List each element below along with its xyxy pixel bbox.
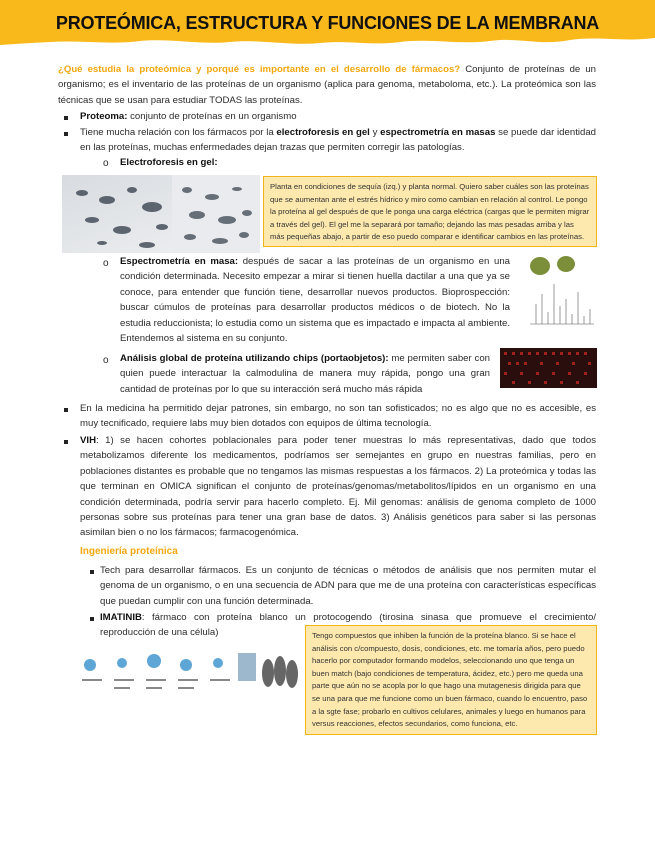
relation-text-1: Tiene mucha relación con los fármacos por la bbox=[80, 127, 277, 138]
espectrometria-heading: Espectrometría en masa: bbox=[120, 256, 239, 267]
relation-text-2: y bbox=[369, 127, 381, 138]
chips-text: me permiten saber con quien puede interactuar la calmodulina de manera muy rápida, pongo una gran cantidad de proteínas por lo que su interacción será mucho más rápida bbox=[120, 353, 490, 395]
circle-marker: o bbox=[103, 355, 109, 366]
electroforesis-subitem bbox=[120, 155, 420, 170]
bullet-marker bbox=[64, 440, 68, 444]
proteoma-bullet bbox=[80, 109, 590, 124]
tech-bullet: Tech para desarrollar fármacos. Es un conjunto de técnicas o métodos de análisis que nos permiten mutar el genoma de un organismo, o en una secuencia de ADN para que me de una proteína con características específicas que puedan cumplir con una función determinada. bbox=[100, 565, 596, 607]
chips-heading: Análisis global de proteína utilizando chips (portaobjetos): bbox=[120, 353, 389, 364]
bullet-marker bbox=[90, 570, 94, 574]
circle-marker: o bbox=[103, 158, 109, 169]
espectrometria-text: después de sacar a las proteínas de un organismo en una condición determinada. Necesito empezar a mirar si tienen huella dactilar a una que ya se conoce, para entender que función tiene, desarrollar nuevos productos. Bioprospección: buscar cúmulos de proteínas para desarrollar productos médicos o de biotech. No la estudia reduccionista; lo estudia como un sistema que es impactado e impacta al ambiente. Entendemos al sistema en su conjunto. bbox=[120, 256, 511, 345]
imatinib-text: : fármaco con proteína blanco un protocogendo (tirosina sinasa que promueve el crecimiento/ reproducción de una célula) bbox=[100, 612, 596, 639]
vih-term: VIH bbox=[80, 435, 96, 446]
proteoma-text: conjunto de proteínas en un organismo bbox=[127, 111, 297, 122]
relation-bullet bbox=[80, 125, 596, 156]
relation-text-3: se puede dar identidad en las proteínas, muchas enfermedades dejan trazas que permiten corregir las patologías. bbox=[80, 127, 596, 154]
electroforesis-heading: Electroforesis en gel: bbox=[120, 157, 218, 168]
vih-bullet bbox=[80, 433, 596, 541]
chips-subitem bbox=[120, 351, 490, 397]
title-banner bbox=[0, 0, 655, 50]
gel-image-right bbox=[172, 175, 260, 253]
bullet-marker bbox=[64, 132, 68, 136]
circle-marker: o bbox=[103, 258, 109, 269]
vih-text: : 1) se hacen cohortes poblacionales para poder tener muestras lo más representativas, dado que todos metabolizamos diferente los medicamentos, podríamos ser semejantes en grupo en nuestras familias, pero en poblaciones distantes es probable que no tengamos las mismas respuestas a los fármacos. 2) La proteómica y todas las que terminan en OMICA significan el conjunto de proteínas/genomas/metabolitos/lípidos en un organismo en una condición determinada, podría servir para hacerlo completo. Ej. Mil genomas: análisis de genoma completo de 1000 personas sobre sus proteínas para tener una gran base de datos. 3) Análisis genéticos para saber si las personas asimilan bien o no los fármacos; farmacogenómica. bbox=[80, 435, 596, 539]
espectrometria-term: espectrometría en masas bbox=[380, 127, 496, 138]
medicina-bullet: En la medicina ha permitido dejar patrones, sin embargo, no son tan sofisticados; no es algo que no es accesible, es muy tecnificado, requiere labs muy bien dotados con equipos de última tecnología. bbox=[80, 403, 596, 430]
protein-chip-image bbox=[500, 348, 597, 388]
ingenieria-heading: Ingeniería proteínica bbox=[80, 546, 178, 557]
intro-text: Conjunto de proteínas de un organismo; es el inventario de las proteínas de un organismo (aplica para genoma, metaboloma, etc.). La proteómica son las técnicas que se usan para estudiar TODAS las proteínas. bbox=[58, 64, 596, 106]
imatinib-term: IMATINIB bbox=[100, 612, 142, 623]
espectrometria-subitem bbox=[120, 254, 510, 346]
mass-spec-image bbox=[526, 254, 598, 334]
page-title: PROTEÓMICA, ESTRUCTURA Y FUNCIONES DE LA MEMBRANA bbox=[55, 13, 600, 33]
bullet-marker bbox=[90, 617, 94, 621]
note-imatinib: Tengo compuestos que inhiben la función de la proteína blanco. Si se hace el análisis con c/compuesto, dosis, condiciones, etc. me tomaría años, pero puedo hacerlo por computador formando modelos, seleccionando uno que tenga un buen match (bajo condiciones de temperatura, ácidez, etc.) pero me queda una parte que aún no se acopla por lo que hago una mutagenesis dirigida para que se una para que me funcione como un buen fármaco, cuando lo encuentro, paso a la sgte fase; probarlo en cultivos celulares, animales y luego en humanos para versus reacciones, efectos secundarios, como funciona, etc. bbox=[305, 625, 597, 735]
bullet-marker bbox=[64, 408, 68, 412]
proteoma-term: Proteoma: bbox=[80, 111, 128, 122]
electroforesis-term: electroforesis en gel bbox=[276, 127, 370, 138]
note-gel: Planta en condiciones de sequía (izq.) y planta normal. Quiero saber cuáles son las proteínas que se aumentan ante el estrés hídrico y miro como cambian en relación al control. Le pongo la proteína al gel después de que le ponga una carga eléctrica (cargas que le permiten migrar a través del gel). El gel me la separará por tamaño; dejando las mas pesadas arriba y las más pequeñas abajo, a partir de eso puedo comparar e identificar cambios en las proteínas. bbox=[263, 176, 597, 247]
intro-paragraph bbox=[58, 62, 596, 108]
intro-question: ¿Qué estudia la proteómica y porqué es importante en el desarrollo de fármacos? bbox=[58, 64, 461, 75]
bullet-marker bbox=[64, 116, 68, 120]
drug-development-diagram bbox=[78, 643, 300, 705]
